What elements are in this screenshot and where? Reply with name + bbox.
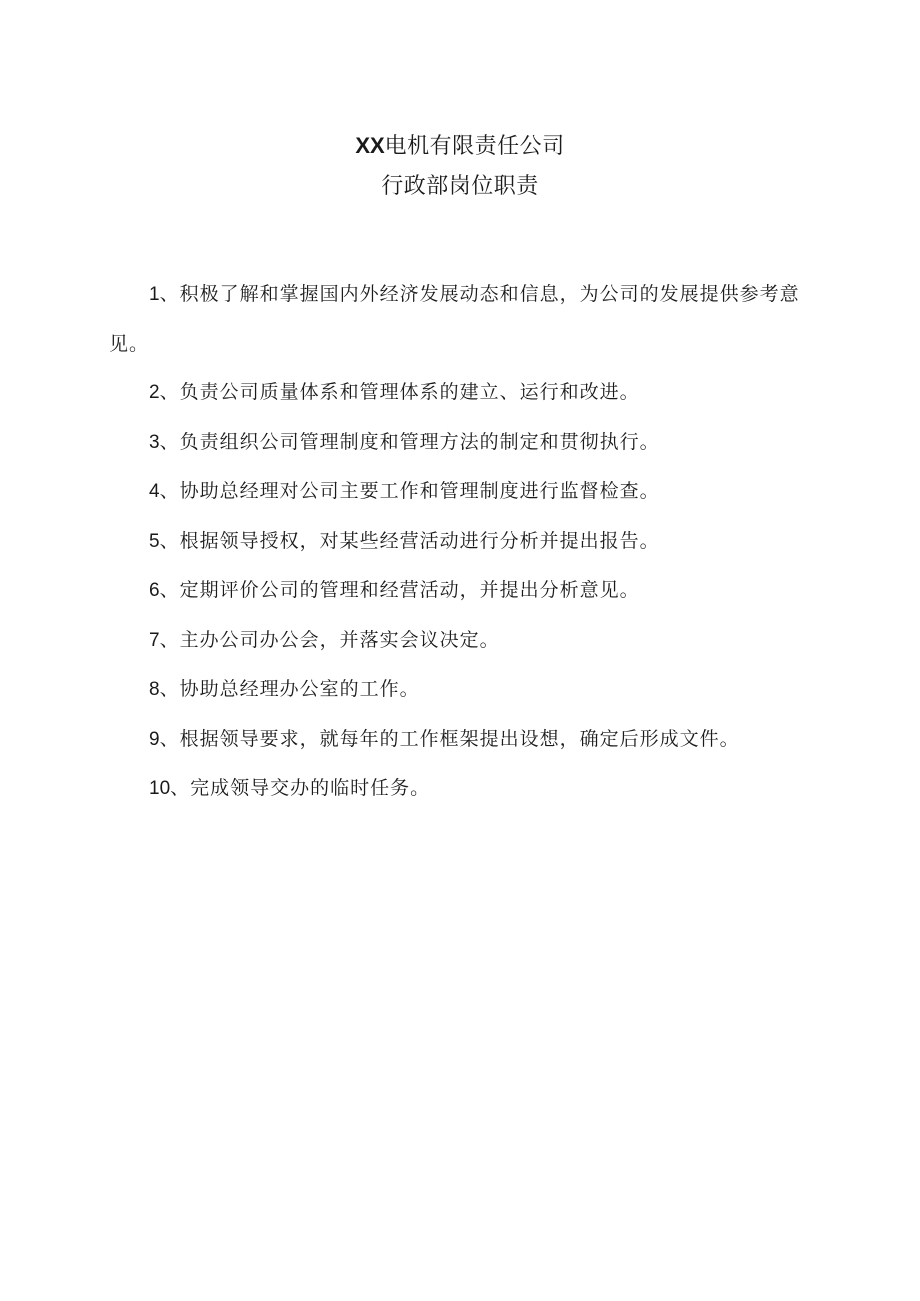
item-number: 9: [149, 728, 160, 750]
duty-item-7: [109, 616, 819, 666]
duty-list: [109, 270, 819, 814]
item-text: 协助总经理办公室的工作。: [179, 678, 420, 700]
company-title: [0, 126, 920, 167]
company-prefix: XX: [355, 133, 385, 158]
duty-item-9: [109, 715, 819, 765]
company-suffix: 电机有限责任公司: [384, 134, 565, 159]
duty-item-6: [109, 566, 819, 616]
item-separator: 、: [170, 777, 191, 799]
duty-item-4: [109, 467, 819, 517]
item-number: 10: [149, 778, 171, 799]
item-number: 2: [149, 382, 160, 403]
duty-item-10: [109, 764, 819, 814]
item-text: 协助总经理对公司主要工作和管理制度进行监督检查。: [179, 480, 660, 502]
item-separator: 、: [159, 579, 180, 601]
item-number: 1: [149, 284, 160, 305]
item-separator: 、: [159, 283, 180, 305]
item-number: 6: [149, 580, 160, 601]
item-number: 8: [149, 679, 160, 700]
item-separator: 、: [159, 430, 180, 453]
item-text: 完成领导交办的临时任务。: [190, 777, 431, 799]
duty-item-8: [109, 665, 819, 715]
document-subtitle: 行政部岗位职责: [381, 174, 539, 199]
item-number: 4: [149, 481, 160, 502]
item-number: 3: [149, 431, 160, 453]
title-block: [0, 126, 920, 207]
duty-item-1: [109, 270, 819, 368]
item-text: 根据领导授权，对某些经营活动进行分析并提出报告。: [179, 529, 660, 552]
item-text: 负责公司质量体系和管理体系的建立、运行和改进。: [179, 381, 640, 403]
item-text: 积极了解和掌握国内外经济发展动态和信息，为公司的发展提供参考意见。: [109, 283, 800, 355]
item-separator: 、: [159, 628, 180, 651]
item-text: 负责组织公司管理制度和管理方法的制定和贯彻执行。: [179, 430, 660, 453]
item-separator: 、: [159, 529, 180, 552]
item-text: 根据领导要求，就每年的工作框架提出设想，确定后形成文件。: [179, 727, 740, 750]
item-number: 7: [149, 629, 160, 651]
item-separator: 、: [159, 678, 180, 700]
duty-item-3: [109, 418, 819, 468]
item-separator: 、: [159, 727, 180, 750]
item-separator: 、: [159, 480, 180, 502]
item-separator: 、: [159, 381, 180, 403]
item-number: 5: [149, 530, 160, 552]
item-text: 定期评价公司的管理和经营活动，并提出分析意见。: [179, 579, 640, 601]
item-text: 主办公司办公会，并落实会议决定。: [179, 628, 500, 651]
duty-item-5: [109, 517, 819, 567]
duty-item-2: [109, 368, 819, 418]
